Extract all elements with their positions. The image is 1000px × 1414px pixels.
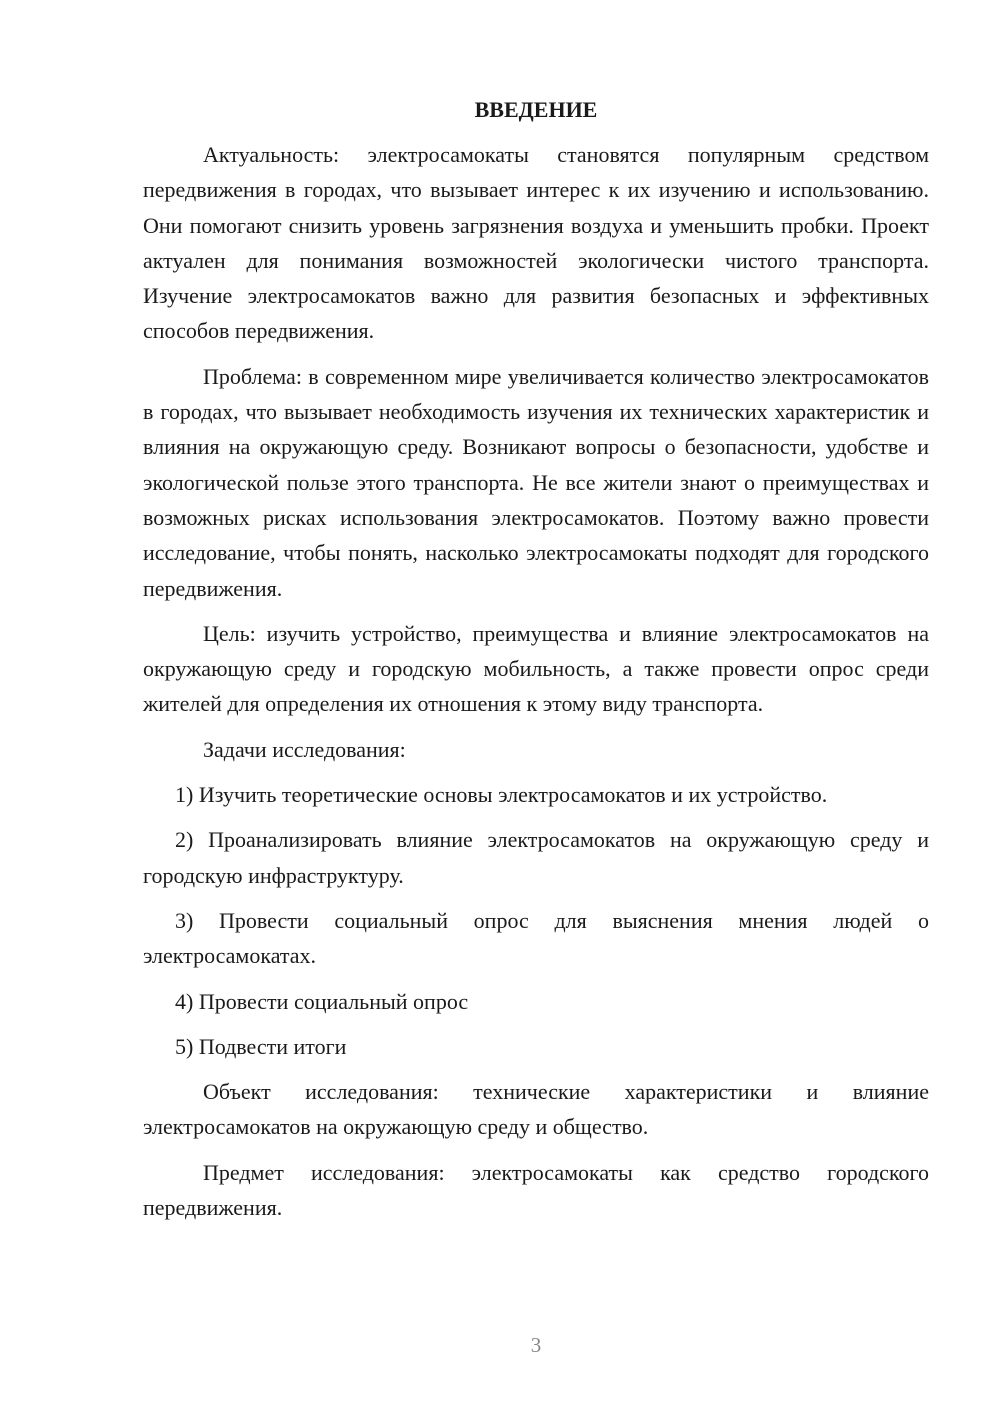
task-item-3: 3) Провести социальный опрос для выяснения мнения людей о электросамокатах. — [143, 907, 929, 969]
goal-paragraph: Цель: изучить устройство, преимущества и влияние электросамокатов на окружающую среду и городскую мобильность, а также провести опрос среди жителей для определения их отношения к этому виду транспорта. — [143, 620, 929, 717]
problem-paragraph: Проблема: в современном мире увеличивается количество электросамокатов в городах, что вызывает необходимость изучения их технических характеристик и влияния на окружающую среду. Возникают вопросы о безопасности, удобстве и экологической пользе этого транспорта. Не все жители знают о преимуществах и возможных рисках использования электросамокатов. Поэтому важно провести исследование, чтобы понять, насколько электросамокаты подходят для городского передвижения. — [143, 363, 929, 601]
tasks-list — [143, 777, 929, 1064]
section-heading: ВВЕДЕНИЕ — [474, 97, 598, 122]
tasks-title: Задачи исследования: — [203, 736, 406, 762]
task-item-1: 1) Изучить теоретические основы электросамокатов и их устройство. — [175, 782, 828, 808]
task-item-4: 4) Провести социальный опрос — [175, 988, 469, 1014]
subject-paragraph: Предмет исследования: электросамокаты как средство городского передвижения. — [143, 1159, 929, 1221]
object-paragraph: Объект исследования: технические характеристики и влияние электросамокатов на окружающую среду и общество. — [143, 1079, 929, 1140]
relevance-paragraph: Актуальность: электросамокаты становятся популярным средством передвижения в городах, что вызывает интерес к их изучению и использованию. Они помогают снизить уровень загрязнения воздуха и уменьшить пробки. Проект актуален для понимания возможностей экологически чистого транспорта. Изучение электросамокатов важно для развития безопасных и эффективных способов передвижения. — [143, 142, 929, 344]
task-item-5: 5) Подвести итоги — [175, 1033, 347, 1059]
document-page — [143, 92, 929, 1235]
task-item-2: 2) Проанализировать влияние электросамокатов на окружающую среду и городскую инфраструктуру. — [143, 827, 929, 888]
page-number: 3 — [530, 1333, 542, 1357]
